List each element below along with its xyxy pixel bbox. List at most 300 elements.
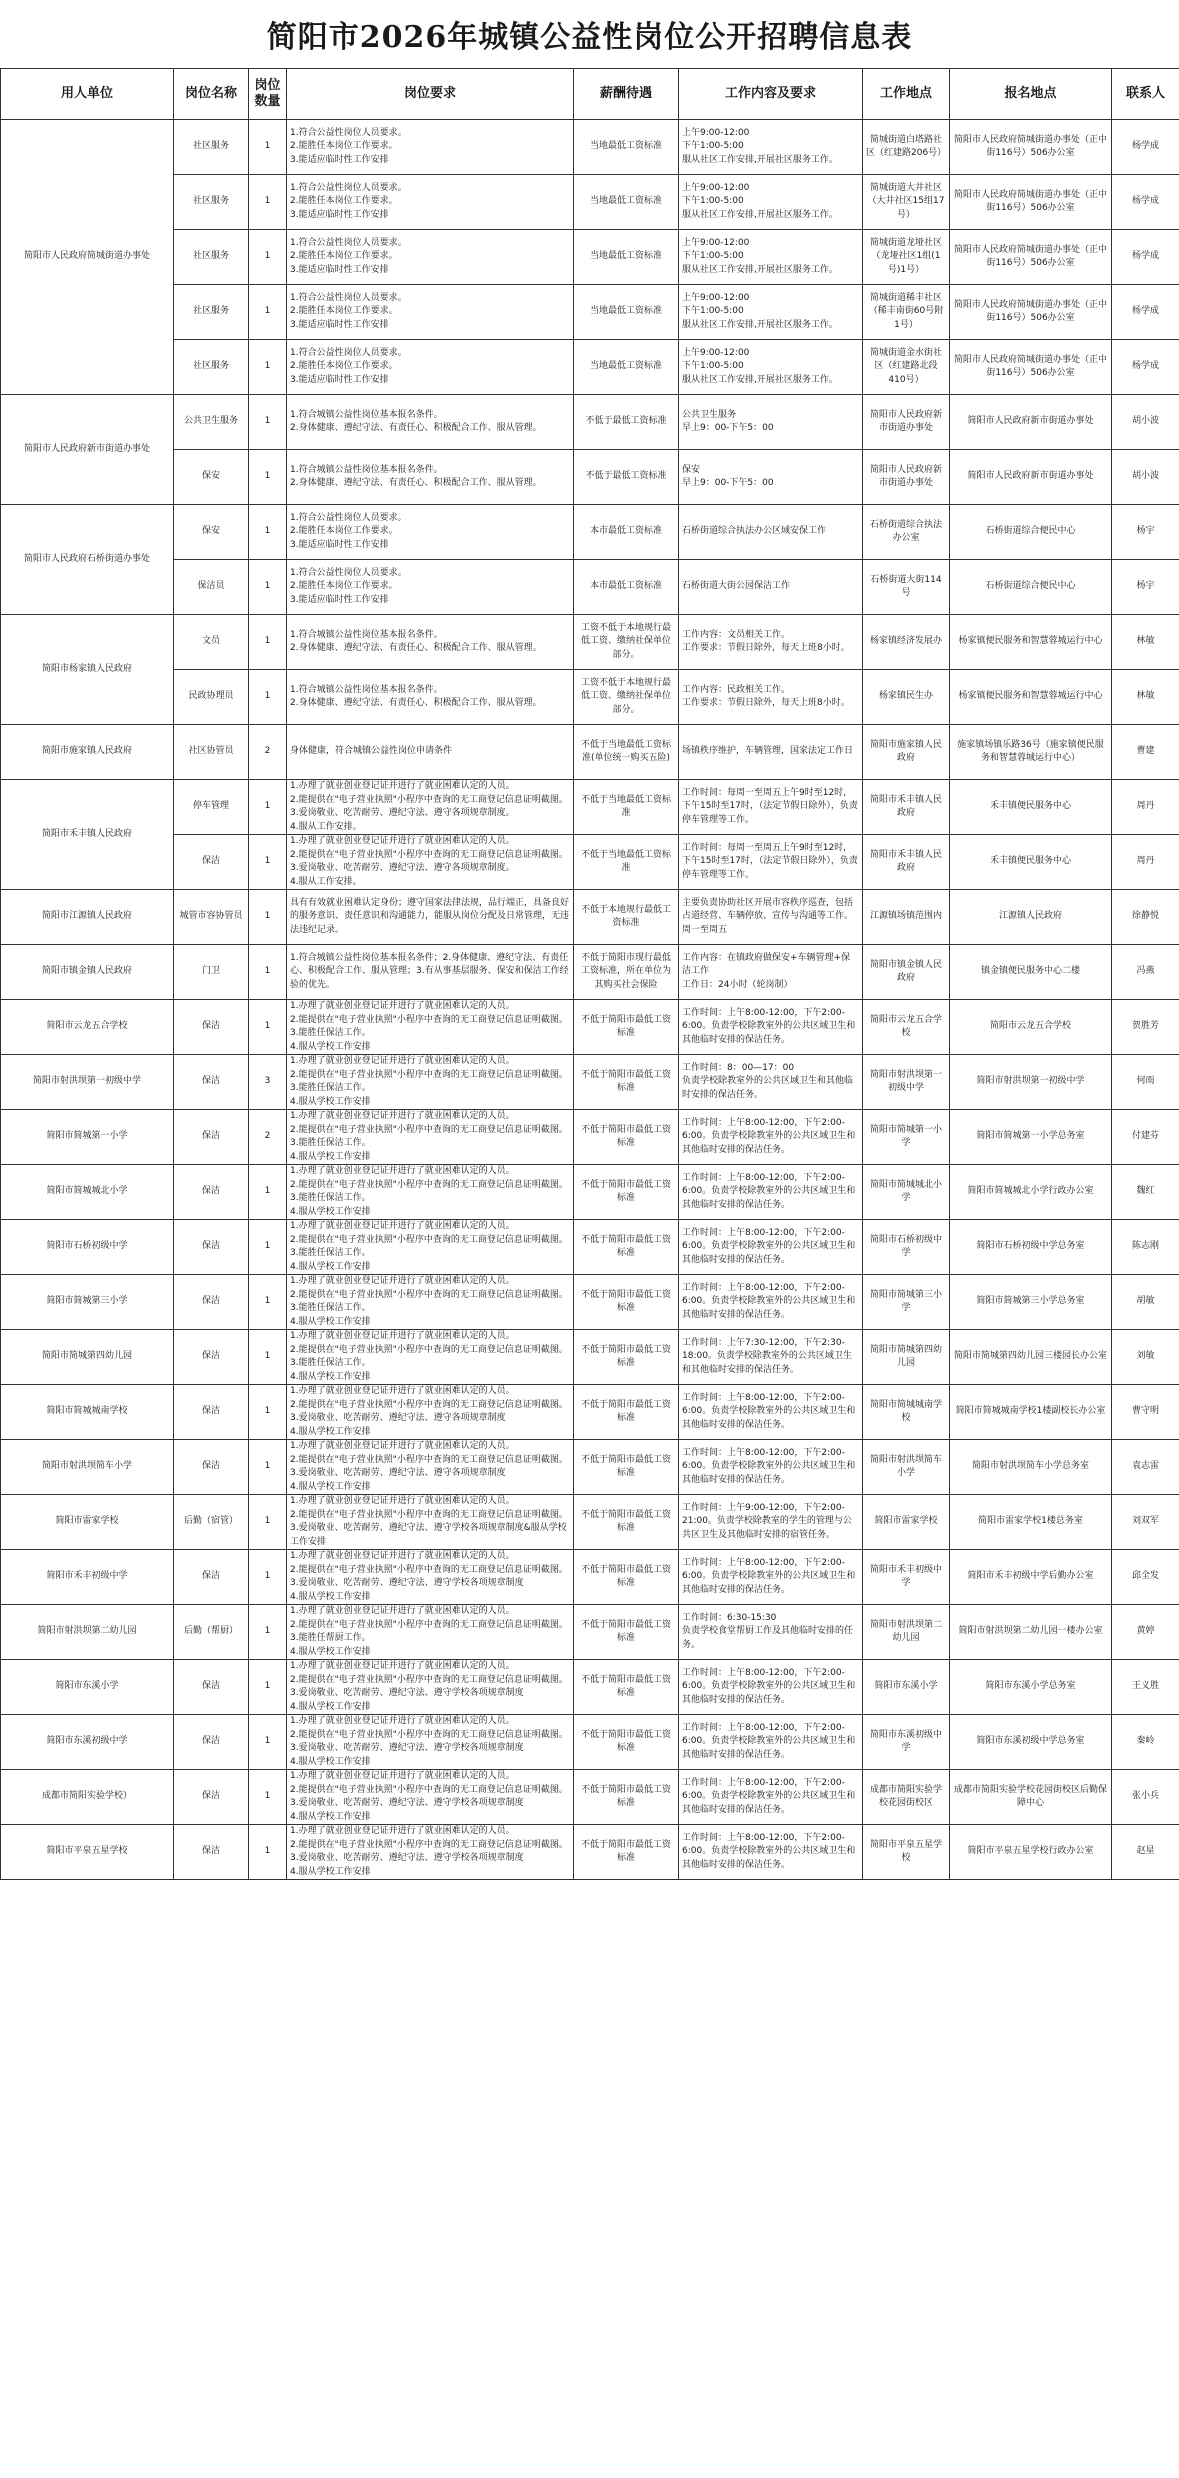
post-name-cell: 保安 <box>174 450 249 505</box>
apply-place-cell: 成都市简阳实验学校花园街校区后勤保障中心 <box>950 1770 1112 1825</box>
employer-cell: 简阳市禾丰初级中学 <box>1 1550 174 1605</box>
salary-cell: 不低于简阳市最低工资标准 <box>574 1110 679 1165</box>
employer-cell: 简阳市杨家镇人民政府 <box>1 615 174 725</box>
table-row <box>1 175 1179 230</box>
apply-place-cell: 简阳市射洪坝第二幼儿园一楼办公室 <box>950 1605 1112 1660</box>
apply-place-cell: 杨家镇便民服务和智慧蓉城运行中心 <box>950 615 1112 670</box>
contact-cell: 刘敏 <box>1112 1330 1179 1385</box>
post-count-cell: 1 <box>249 1825 287 1880</box>
post-count-cell: 1 <box>249 1495 287 1550</box>
employer-cell: 简阳市禾丰镇人民政府 <box>1 780 174 890</box>
work-place-cell: 简阳市云龙五合学校 <box>863 1000 950 1055</box>
post-name-cell: 保洁 <box>174 835 249 890</box>
salary-cell: 不低于当地最低工资标准(单位统一购买五险) <box>574 725 679 780</box>
table-row <box>1 1495 1179 1550</box>
employer-cell: 简阳市东溪初级中学 <box>1 1715 174 1770</box>
post-name-cell: 保洁员 <box>174 560 249 615</box>
work-place-cell: 杨家镇经济发展办 <box>863 615 950 670</box>
requirements-cell: 1.符合公益性岗位人员要求。 2.能胜任本岗位工作要求。 3.能适应临时性工作安排 <box>287 120 574 175</box>
post-count-cell: 1 <box>249 670 287 725</box>
salary-cell: 不低于简阳市最低工资标准 <box>574 1495 679 1550</box>
employer-cell: 简阳市射洪坝第二幼儿园 <box>1 1605 174 1660</box>
requirements-cell: 具有有效就业困难认定身份；遵守国家法律法规，品行端正，具备良好的服务意识、责任意识和沟通能力，能服从岗位分配及日常管理，无违法违纪记录。 <box>287 890 574 945</box>
table-row <box>1 1055 1179 1110</box>
work-place-cell: 石桥街道综合执法办公室 <box>863 505 950 560</box>
requirements-cell: 1.符合城镇公益性岗位基本报名条件。 2.身体健康、遵纪守法、有责任心、积极配合工作、服从管理。 <box>287 670 574 725</box>
requirements-cell: 1.办理了就业创业登记证并进行了就业困难认定的人员。 2.能提供在"电子营业执照"小程序中查询的无工商登记信息证明截图。 3.能胜任保洁工作。 4.服从学校工作安排 <box>287 1275 574 1330</box>
work-place-cell: 简阳市人民政府新市街道办事处 <box>863 395 950 450</box>
table-row <box>1 1770 1179 1825</box>
requirements-cell: 1.符合公益性岗位人员要求。 2.能胜任本岗位工作要求。 3.能适应临时性工作安排 <box>287 505 574 560</box>
requirements-cell: 1.办理了就业创业登记证并进行了就业困难认定的人员。 2.能提供在"电子营业执照"小程序中查询的无工商登记信息证明截图。 3.能胜任保洁工作。 4.服从学校工作安排 <box>287 1165 574 1220</box>
salary-cell: 不低于简阳市最低工资标准 <box>574 1055 679 1110</box>
header-post: 岗位名称 <box>174 69 249 120</box>
employer-cell: 成都市简阳实验学校） <box>1 1770 174 1825</box>
work-place-cell: 简阳市简城第四幼儿园 <box>863 1330 950 1385</box>
salary-cell: 不低于当地最低工资标准 <box>574 780 679 835</box>
table-row <box>1 230 1179 285</box>
post-count-cell: 1 <box>249 1000 287 1055</box>
salary-cell: 不低于简阳市最低工资标准 <box>574 1825 679 1880</box>
apply-place-cell: 简阳市人民政府简城街道办事处（正中街116号）506办公室 <box>950 340 1112 395</box>
post-name-cell: 社区服务 <box>174 175 249 230</box>
salary-cell: 不低于简阳市最低工资标准 <box>574 1165 679 1220</box>
salary-cell: 不低于简阳市最低工资标准 <box>574 1660 679 1715</box>
duty-cell: 工作时间：上午8:00-12:00，下午2:00-6:00。负责学校除教室外的公共区域卫生和其他临时安排的保洁任务。 <box>679 1110 863 1165</box>
apply-place-cell: 简阳市人民政府新市街道办事处 <box>950 395 1112 450</box>
employer-cell: 简阳市简城第四幼儿园 <box>1 1330 174 1385</box>
table-row <box>1 1220 1179 1275</box>
contact-cell: 林敏 <box>1112 615 1179 670</box>
post-count-cell: 1 <box>249 505 287 560</box>
header-salary: 薪酬待遇 <box>574 69 679 120</box>
post-count-cell: 1 <box>249 1165 287 1220</box>
post-count-cell: 1 <box>249 120 287 175</box>
post-count-cell: 1 <box>249 890 287 945</box>
requirements-cell: 1.办理了就业创业登记证并进行了就业困难认定的人员。 2.能提供在"电子营业执照"小程序中查询的无工商登记信息证明截图。 3.能胜任保洁工作。 4.服从学校工作安排 <box>287 1110 574 1165</box>
work-place-cell: 简阳市禾丰镇人民政府 <box>863 780 950 835</box>
duty-cell: 工作时间：上午8:00-12:00，下午2:00-6:00。负责学校除教室外的公共区域卫生和其他临时安排的保洁任务。 <box>679 1715 863 1770</box>
contact-cell: 袁志雷 <box>1112 1440 1179 1495</box>
table-body <box>1 120 1179 1880</box>
contact-cell: 周丹 <box>1112 780 1179 835</box>
duty-cell: 公共卫生服务 早上9：00-下午5：00 <box>679 395 863 450</box>
post-name-cell: 社区服务 <box>174 340 249 395</box>
post-name-cell: 保洁 <box>174 1660 249 1715</box>
salary-cell: 不低于简阳市最低工资标准 <box>574 1220 679 1275</box>
post-name-cell: 公共卫生服务 <box>174 395 249 450</box>
post-count-cell: 1 <box>249 1275 287 1330</box>
header-contact: 联系人 <box>1112 69 1179 120</box>
post-name-cell: 保洁 <box>174 1770 249 1825</box>
contact-cell: 邱全发 <box>1112 1550 1179 1605</box>
duty-cell: 工作内容：在镇政府做保安+车辆管理+保洁工作 工作日：24小时（轮岗制） <box>679 945 863 1000</box>
post-count-cell: 1 <box>249 1385 287 1440</box>
post-count-cell: 1 <box>249 285 287 340</box>
employer-cell: 简阳市石桥初级中学 <box>1 1220 174 1275</box>
work-place-cell: 简阳市人民政府新市街道办事处 <box>863 450 950 505</box>
contact-cell: 付建芬 <box>1112 1110 1179 1165</box>
contact-cell: 曹建 <box>1112 725 1179 780</box>
post-count-cell: 2 <box>249 725 287 780</box>
page-title: 简阳市2026年城镇公益性岗位公开招聘信息表 <box>266 20 913 55</box>
post-count-cell: 1 <box>249 1605 287 1660</box>
employer-cell: 简阳市简城第三小学 <box>1 1275 174 1330</box>
post-count-cell: 1 <box>249 835 287 890</box>
post-name-cell: 社区服务 <box>174 120 249 175</box>
work-place-cell: 简阳市东溪初级中学 <box>863 1715 950 1770</box>
work-place-cell: 简阳市平泉五星学校 <box>863 1825 950 1880</box>
post-name-cell: 社区服务 <box>174 230 249 285</box>
table-row <box>1 1000 1179 1055</box>
work-place-cell: 简阳市简城第三小学 <box>863 1275 950 1330</box>
contact-cell: 贺胜芳 <box>1112 1000 1179 1055</box>
requirements-cell: 1.办理了就业创业登记证并进行了就业困难认定的人员。 2.能提供在"电子营业执照"小程序中查询的无工商登记信息证明截图。 3.能胜任保洁工作。 4.服从学校工作安排 <box>287 1055 574 1110</box>
employer-cell: 简阳市云龙五合学校 <box>1 1000 174 1055</box>
contact-cell: 杨学成 <box>1112 120 1179 175</box>
table-row <box>1 1825 1179 1880</box>
work-place-cell: 简城街道白塔路社区（红建路206号） <box>863 120 950 175</box>
post-name-cell: 文员 <box>174 615 249 670</box>
table-row <box>1 560 1179 615</box>
table-row <box>1 1550 1179 1605</box>
apply-place-cell: 简阳市简城第三小学总务室 <box>950 1275 1112 1330</box>
requirements-cell: 1.办理了就业创业登记证并进行了就业困难认定的人员。 2.能提供在"电子营业执照"小程序中查询的无工商登记信息证明截图。 3.能胜任保洁工作。 4.服从学校工作安排 <box>287 1330 574 1385</box>
post-name-cell: 民政协理员 <box>174 670 249 725</box>
post-name-cell: 保洁 <box>174 1440 249 1495</box>
apply-place-cell: 简阳市简城城北小学行政办公室 <box>950 1165 1112 1220</box>
post-name-cell: 保洁 <box>174 1055 249 1110</box>
post-count-cell: 1 <box>249 1220 287 1275</box>
salary-cell: 不低于简阳市最低工资标准 <box>574 1275 679 1330</box>
requirements-cell: 1.办理了就业创业登记证并进行了就业困难认定的人员。 2.能提供在"电子营业执照"小程序中查询的无工商登记信息证明截图。 3.爱岗敬业、吃苦耐劳、遵纪守法、遵守各项规章制度。 4.服从工作安排。 <box>287 780 574 835</box>
employer-cell: 简阳市简城第一小学 <box>1 1110 174 1165</box>
salary-cell: 本市最低工资标准 <box>574 560 679 615</box>
contact-cell: 秦岭 <box>1112 1715 1179 1770</box>
table-row <box>1 945 1179 1000</box>
post-name-cell: 保洁 <box>174 1550 249 1605</box>
contact-cell: 胡小波 <box>1112 450 1179 505</box>
salary-cell: 不低于简阳市最低工资标准 <box>574 1605 679 1660</box>
table-row <box>1 1165 1179 1220</box>
apply-place-cell: 石桥街道综合便民中心 <box>950 560 1112 615</box>
post-count-cell: 1 <box>249 1770 287 1825</box>
post-count-cell: 1 <box>249 1715 287 1770</box>
salary-cell: 不低于最低工资标准 <box>574 450 679 505</box>
duty-cell: 工作时间：8：00—17：00 负责学校除教室外的公共区域卫生和其他临时安排的保洁任务。 <box>679 1055 863 1110</box>
duty-cell: 工作时间：每周一至周五上午9时至12时，下午15时至17时，（法定节假日除外），负责停车管理等工作。 <box>679 835 863 890</box>
contact-cell: 黄婷 <box>1112 1605 1179 1660</box>
requirements-cell: 1.符合城镇公益性岗位基本报名条件；2.身体健康、遵纪守法、有责任心、积极配合工作、服从管理；3.有从事基层服务、保安和保洁工作经验的优先。 <box>287 945 574 1000</box>
salary-cell: 当地最低工资标准 <box>574 285 679 340</box>
post-name-cell: 停车管理 <box>174 780 249 835</box>
header-work-place: 工作地点 <box>863 69 950 120</box>
requirements-cell: 1.符合城镇公益性岗位基本报名条件。 2.身体健康、遵纪守法、有责任心、积极配合工作、服从管理。 <box>287 395 574 450</box>
table-row <box>1 670 1179 725</box>
contact-cell: 王义胜 <box>1112 1660 1179 1715</box>
employer-cell: 简阳市射洪坝简车小学 <box>1 1440 174 1495</box>
requirements-cell: 1.办理了就业创业登记证并进行了就业困难认定的人员。 2.能提供在"电子营业执照"小程序中查询的无工商登记信息证明截图。 3.爱岗敬业、吃苦耐劳、遵纪守法、遵守学校各项规章制度&服从学校工作安排 <box>287 1495 574 1550</box>
employer-cell: 简阳市简城城南学校 <box>1 1385 174 1440</box>
employer-cell: 简阳市江源镇人民政府 <box>1 890 174 945</box>
post-name-cell: 保洁 <box>174 1275 249 1330</box>
table-row <box>1 615 1179 670</box>
requirements-cell: 1.办理了就业创业登记证并进行了就业困难认定的人员。 2.能提供在"电子营业执照"小程序中查询的无工商登记信息证明截图。 3.能胜任帮厨工作。 4.服从学校工作安排 <box>287 1605 574 1660</box>
contact-cell: 张小兵 <box>1112 1770 1179 1825</box>
post-count-cell: 1 <box>249 560 287 615</box>
table-row <box>1 1330 1179 1385</box>
post-name-cell: 保洁 <box>174 1385 249 1440</box>
work-place-cell: 石桥街道大街114号 <box>863 560 950 615</box>
table-row <box>1 450 1179 505</box>
post-name-cell: 保洁 <box>174 1330 249 1385</box>
requirements-cell: 1.符合城镇公益性岗位基本报名条件。 2.身体健康、遵纪守法、有责任心、积极配合工作、服从管理。 <box>287 615 574 670</box>
requirements-cell: 1.符合公益性岗位人员要求。 2.能胜任本岗位工作要求。 3.能适应临时性工作安排 <box>287 340 574 395</box>
duty-cell: 上午9:00-12:00 下午1:00-5:00 服从社区工作安排,开展社区服务工作。 <box>679 120 863 175</box>
apply-place-cell: 简阳市简城第一小学总务室 <box>950 1110 1112 1165</box>
duty-cell: 工作内容：民政相关工作。 工作要求：节假日除外，每天上班8小时。 <box>679 670 863 725</box>
duty-cell: 上午9:00-12:00 下午1:00-5:00 服从社区工作安排,开展社区服务工作。 <box>679 340 863 395</box>
header-unit: 用人单位 <box>1 69 174 120</box>
table-row <box>1 1385 1179 1440</box>
work-place-cell: 简阳市石桥初级中学 <box>863 1220 950 1275</box>
requirements-cell: 身体健康，符合城镇公益性岗位申请条件 <box>287 725 574 780</box>
post-count-cell: 1 <box>249 450 287 505</box>
post-count-cell: 1 <box>249 1440 287 1495</box>
post-count-cell: 1 <box>249 780 287 835</box>
duty-cell: 上午9:00-12:00 下午1:00-5:00 服从社区工作安排,开展社区服务工作。 <box>679 175 863 230</box>
contact-cell: 魏红 <box>1112 1165 1179 1220</box>
salary-cell: 不低于简阳市最低工资标准 <box>574 1385 679 1440</box>
table-row <box>1 780 1179 835</box>
work-place-cell: 简阳市射洪坝简车小学 <box>863 1440 950 1495</box>
duty-cell: 上午9:00-12:00 下午1:00-5:00 服从社区工作安排,开展社区服务工作。 <box>679 285 863 340</box>
post-count-cell: 1 <box>249 1660 287 1715</box>
requirements-cell: 1.办理了就业创业登记证并进行了就业困难认定的人员。 2.能提供在"电子营业执照"小程序中查询的无工商登记信息证明截图。 3.能胜任保洁工作。 4.服从学校工作安排 <box>287 1000 574 1055</box>
work-place-cell: 简城街道大井社区（大井社区15组17号） <box>863 175 950 230</box>
requirements-cell: 1.办理了就业创业登记证并进行了就业困难认定的人员。 2.能提供在"电子营业执照"小程序中查询的无工商登记信息证明截图。 3.爱岗敬业、吃苦耐劳、遵纪守法、遵守学校各项规章制度 4.服从学校工作安排 <box>287 1550 574 1605</box>
requirements-cell: 1.符合公益性岗位人员要求。 2.能胜任本岗位工作要求。 3.能适应临时性工作安排 <box>287 175 574 230</box>
work-place-cell: 简城街道龙垭社区（龙垭社区1组(1号)1号） <box>863 230 950 285</box>
salary-cell: 不低于本地规行最低工资标准 <box>574 890 679 945</box>
duty-cell: 场镇秩序维护，车辆管理，国家法定工作日 <box>679 725 863 780</box>
requirements-cell: 1.符合公益性岗位人员要求。 2.能胜任本岗位工作要求。 3.能适应临时性工作安排 <box>287 230 574 285</box>
contact-cell: 杨学成 <box>1112 285 1179 340</box>
table-row <box>1 395 1179 450</box>
employer-cell: 简阳市东溪小学 <box>1 1660 174 1715</box>
salary-cell: 不低于简阳市最低工资标准 <box>574 1000 679 1055</box>
apply-place-cell: 石桥街道综合便民中心 <box>950 505 1112 560</box>
requirements-cell: 1.符合公益性岗位人员要求。 2.能胜任本岗位工作要求。 3.能适应临时性工作安排 <box>287 560 574 615</box>
contact-cell: 刘双军 <box>1112 1495 1179 1550</box>
apply-place-cell: 简阳市石桥初级中学总务室 <box>950 1220 1112 1275</box>
apply-place-cell: 简阳市云龙五合学校 <box>950 1000 1112 1055</box>
duty-cell: 工作时间：上午8:00-12:00，下午2:00-6:00。负责学校除教室外的公共区域卫生和其他临时安排的保洁任务。 <box>679 1770 863 1825</box>
contact-cell: 徐静悦 <box>1112 890 1179 945</box>
post-count-cell: 1 <box>249 1550 287 1605</box>
duty-cell: 保安 早上9：00-下午5：00 <box>679 450 863 505</box>
contact-cell: 何雨 <box>1112 1055 1179 1110</box>
salary-cell: 当地最低工资标准 <box>574 120 679 175</box>
contact-cell: 曹守明 <box>1112 1385 1179 1440</box>
header-apply-place: 报名地点 <box>950 69 1112 120</box>
post-count-cell: 1 <box>249 175 287 230</box>
requirements-cell: 1.办理了就业创业登记证并进行了就业困难认定的人员。 2.能提供在"电子营业执照"小程序中查询的无工商登记信息证明截图。 3.爱岗敬业、吃苦耐劳、遵纪守法、遵守各项规章制度。 4.服从工作安排。 <box>287 835 574 890</box>
post-name-cell: 保洁 <box>174 1165 249 1220</box>
contact-cell: 杨宇 <box>1112 505 1179 560</box>
apply-place-cell: 简阳市东溪小学总务室 <box>950 1660 1112 1715</box>
duty-cell: 工作时间：上午8:00-12:00，下午2:00-6:00。负责学校除教室外的公共区域卫生和其他临时安排的保洁任务。 <box>679 1660 863 1715</box>
employer-cell: 简阳市射洪坝第一初级中学 <box>1 1055 174 1110</box>
salary-cell: 不低于最低工资标准 <box>574 395 679 450</box>
work-place-cell: 简城街道稀丰社区（稀丰南街60号附1号） <box>863 285 950 340</box>
contact-cell: 冯燕 <box>1112 945 1179 1000</box>
duty-cell: 工作时间：上午8:00-12:00，下午2:00-6:00。负责学校除教室外的公共区域卫生和其他临时安排的保洁任务。 <box>679 1385 863 1440</box>
requirements-cell: 1.符合城镇公益性岗位基本报名条件。 2.身体健康、遵纪守法、有责任心、积极配合工作、服从管理。 <box>287 450 574 505</box>
post-name-cell: 保洁 <box>174 1110 249 1165</box>
employer-cell: 简阳市施家镇人民政府 <box>1 725 174 780</box>
header-requirements: 岗位要求 <box>287 69 574 120</box>
work-place-cell: 简阳市射洪坝第二幼儿园 <box>863 1605 950 1660</box>
work-place-cell: 简阳市禾丰初级中学 <box>863 1550 950 1605</box>
employer-cell: 简阳市人民政府简城街道办事处 <box>1 120 174 395</box>
salary-cell: 工资不低于本地规行最低工资、缴纳社保单位部分。 <box>574 670 679 725</box>
salary-cell: 不低于简阳市最低工资标准 <box>574 1550 679 1605</box>
apply-place-cell: 施家镇场镇乐路36号（施家镇便民服务和智慧蓉城运行中心） <box>950 725 1112 780</box>
apply-place-cell: 简阳市简城第四幼儿园三楼园长办公室 <box>950 1330 1112 1385</box>
post-count-cell: 2 <box>249 1110 287 1165</box>
contact-cell: 杨学成 <box>1112 340 1179 395</box>
post-count-cell: 3 <box>249 1055 287 1110</box>
contact-cell: 陈志刚 <box>1112 1220 1179 1275</box>
post-name-cell: 保安 <box>174 505 249 560</box>
apply-place-cell: 简阳市人民政府简城街道办事处（正中街116号）506办公室 <box>950 230 1112 285</box>
contact-cell: 赵星 <box>1112 1825 1179 1880</box>
work-place-cell: 简阳市简城城南学校 <box>863 1385 950 1440</box>
post-name-cell: 门卫 <box>174 945 249 1000</box>
contact-cell: 杨学成 <box>1112 175 1179 230</box>
contact-cell: 杨学成 <box>1112 230 1179 285</box>
duty-cell: 工作时间：上午9:00-12:00，下午2:00-21:00。负责学校除教室的学生的管理与公共区卫生及其他临时安排的宿管任务。 <box>679 1495 863 1550</box>
duty-cell: 石桥街道大街公园保洁工作 <box>679 560 863 615</box>
header-count: 岗位数量 <box>249 69 287 120</box>
work-place-cell: 成都市简阳实验学校花园街校区 <box>863 1770 950 1825</box>
table-row <box>1 505 1179 560</box>
duty-cell: 工作时间：上午8:00-12:00，下午2:00-6:00。负责学校除教室外的公共区域卫生和其他临时安排的保洁任务。 <box>679 1440 863 1495</box>
work-place-cell: 简阳市施家镇人民政府 <box>863 725 950 780</box>
post-name-cell: 保洁 <box>174 1825 249 1880</box>
work-place-cell: 杨家镇民生办 <box>863 670 950 725</box>
salary-cell: 不低于简阳市现行最低工资标准，所在单位为其购买社会保险 <box>574 945 679 1000</box>
requirements-cell: 1.符合公益性岗位人员要求。 2.能胜任本岗位工作要求。 3.能适应临时性工作安排 <box>287 285 574 340</box>
apply-place-cell: 简阳市人民政府简城街道办事处（正中街116号）506办公室 <box>950 175 1112 230</box>
table-row <box>1 1275 1179 1330</box>
work-place-cell: 简阳市简城城北小学 <box>863 1165 950 1220</box>
duty-cell: 工作时间：每周一至周五上午9时至12时，下午15时至17时，（法定节假日除外），负责停车管理等工作。 <box>679 780 863 835</box>
requirements-cell: 1.办理了就业创业登记证并进行了就业困难认定的人员。 2.能提供在"电子营业执照"小程序中查询的无工商登记信息证明截图。 3.能胜任保洁工作。 4.服从学校工作安排 <box>287 1220 574 1275</box>
post-count-cell: 1 <box>249 1330 287 1385</box>
duty-cell: 工作内容：文员相关工作。 工作要求：节假日除外，每天上班8小时。 <box>679 615 863 670</box>
employer-cell: 简阳市镇金镇人民政府 <box>1 945 174 1000</box>
header-duty: 工作内容及要求 <box>679 69 863 120</box>
salary-cell: 本市最低工资标准 <box>574 505 679 560</box>
contact-cell: 周丹 <box>1112 835 1179 890</box>
apply-place-cell: 镇金镇便民服务中心二楼 <box>950 945 1112 1000</box>
requirements-cell: 1.办理了就业创业登记证并进行了就业困难认定的人员。 2.能提供在"电子营业执照"小程序中查询的无工商登记信息证明截图。 3.爱岗敬业、吃苦耐劳、遵纪守法、遵守学校各项规章制度 4.服从学校工作安排 <box>287 1715 574 1770</box>
employer-cell: 简阳市人民政府新市街道办事处 <box>1 395 174 505</box>
table-row <box>1 835 1179 890</box>
duty-cell: 工作时间：上午8:00-12:00，下午2:00-6:00。负责学校除教室外的公共区域卫生和其他临时安排的保洁任务。 <box>679 1275 863 1330</box>
salary-cell: 不低于简阳市最低工资标准 <box>574 1330 679 1385</box>
post-name-cell: 社区协管员 <box>174 725 249 780</box>
work-place-cell: 简城街道金水街社区（红建路北段410号） <box>863 340 950 395</box>
salary-cell: 当地最低工资标准 <box>574 175 679 230</box>
table-row <box>1 725 1179 780</box>
contact-cell: 胡敏 <box>1112 1275 1179 1330</box>
post-name-cell: 城管市容协管员 <box>174 890 249 945</box>
salary-cell: 当地最低工资标准 <box>574 230 679 285</box>
duty-cell: 主要负责协助社区开展市容秩序巡查，包括占道经营、车辆停放、宣传与沟通等工作。周一至周五 <box>679 890 863 945</box>
duty-cell: 工作时间：上午8:00-12:00，下午2:00-6:00。负责学校除教室外的公共区域卫生和其他临时安排的保洁任务。 <box>679 1825 863 1880</box>
apply-place-cell: 禾丰镇便民服务中心 <box>950 780 1112 835</box>
apply-place-cell: 禾丰镇便民服务中心 <box>950 835 1112 890</box>
contact-cell: 胡小波 <box>1112 395 1179 450</box>
apply-place-cell: 简阳市平泉五星学校行政办公室 <box>950 1825 1112 1880</box>
post-name-cell: 保洁 <box>174 1220 249 1275</box>
table-row <box>1 340 1179 395</box>
post-count-cell: 1 <box>249 615 287 670</box>
post-name-cell: 保洁 <box>174 1000 249 1055</box>
header-row <box>1 69 1179 120</box>
work-place-cell: 简阳市东溪小学 <box>863 1660 950 1715</box>
post-name-cell: 后勤（宿管） <box>174 1495 249 1550</box>
employer-cell: 简阳市平泉五星学校 <box>1 1825 174 1880</box>
work-place-cell: 简阳市简城第一小学 <box>863 1110 950 1165</box>
post-count-cell: 1 <box>249 230 287 285</box>
employer-cell: 简阳市简城城北小学 <box>1 1165 174 1220</box>
apply-place-cell: 简阳市禾丰初级中学后勤办公室 <box>950 1550 1112 1605</box>
salary-cell: 不低于简阳市最低工资标准 <box>574 1715 679 1770</box>
salary-cell: 工资不低于本地规行最低工资、缴纳社保单位部分。 <box>574 615 679 670</box>
work-place-cell: 江源镇场镇范围内 <box>863 890 950 945</box>
apply-place-cell: 简阳市人民政府新市街道办事处 <box>950 450 1112 505</box>
apply-place-cell: 简阳市人民政府简城街道办事处（正中街116号）506办公室 <box>950 285 1112 340</box>
requirements-cell: 1.办理了就业创业登记证并进行了就业困难认定的人员。 2.能提供在"电子营业执照"小程序中查询的无工商登记信息证明截图。 3.爱岗敬业、吃苦耐劳、遵纪守法、遵守学校各项规章制度 4.服从学校工作安排 <box>287 1660 574 1715</box>
work-place-cell: 简阳市雷家学校 <box>863 1495 950 1550</box>
post-count-cell: 1 <box>249 340 287 395</box>
requirements-cell: 1.办理了就业创业登记证并进行了就业困难认定的人员。 2.能提供在"电子营业执照"小程序中查询的无工商登记信息证明截图。 3.爱岗敬业、吃苦耐劳、遵纪守法、遵守学校各项规章制度 4.服从学校工作安排 <box>287 1770 574 1825</box>
work-place-cell: 简阳市射洪坝第一初级中学 <box>863 1055 950 1110</box>
apply-place-cell: 简阳市射洪坝简车小学总务室 <box>950 1440 1112 1495</box>
duty-cell: 工作时间：上午8:00-12:00，下午2:00-6:00。负责学校除教室外的公共区域卫生和其他临时安排的保洁任务。 <box>679 1165 863 1220</box>
contact-cell: 林敏 <box>1112 670 1179 725</box>
requirements-cell: 1.办理了就业创业登记证并进行了就业困难认定的人员。 2.能提供在"电子营业执照"小程序中查询的无工商登记信息证明截图。 3.爱岗敬业、吃苦耐劳、遵纪守法、遵守学校各项规章制度 4.服从学校工作安排 <box>287 1825 574 1880</box>
apply-place-cell: 简阳市东溪初级中学总务室 <box>950 1715 1112 1770</box>
duty-cell: 石桥街道综合执法办公区域安保工作 <box>679 505 863 560</box>
duty-cell: 上午9:00-12:00 下午1:00-5:00 服从社区工作安排,开展社区服务工作。 <box>679 230 863 285</box>
duty-cell: 工作时间：上午8:00-12:00，下午2:00-6:00。负责学校除教室外的公共区域卫生和其他临时安排的保洁任务。 <box>679 1220 863 1275</box>
salary-cell: 不低于当地最低工资标准 <box>574 835 679 890</box>
duty-cell: 工作时间：上午7:30-12:00，下午2:30-18:00。负责学校除教室外的公共区域卫生和其他临时安排的保洁任务。 <box>679 1330 863 1385</box>
table-row <box>1 1715 1179 1770</box>
apply-place-cell: 简阳市射洪坝第一初级中学 <box>950 1055 1112 1110</box>
contact-cell: 杨宇 <box>1112 560 1179 615</box>
table-row <box>1 1660 1179 1715</box>
post-name-cell: 后勤（帮厨） <box>174 1605 249 1660</box>
apply-place-cell: 杨家镇便民服务和智慧蓉城运行中心 <box>950 670 1112 725</box>
recruitment-table <box>0 68 1179 1880</box>
employer-cell: 简阳市雷家学校 <box>1 1495 174 1550</box>
